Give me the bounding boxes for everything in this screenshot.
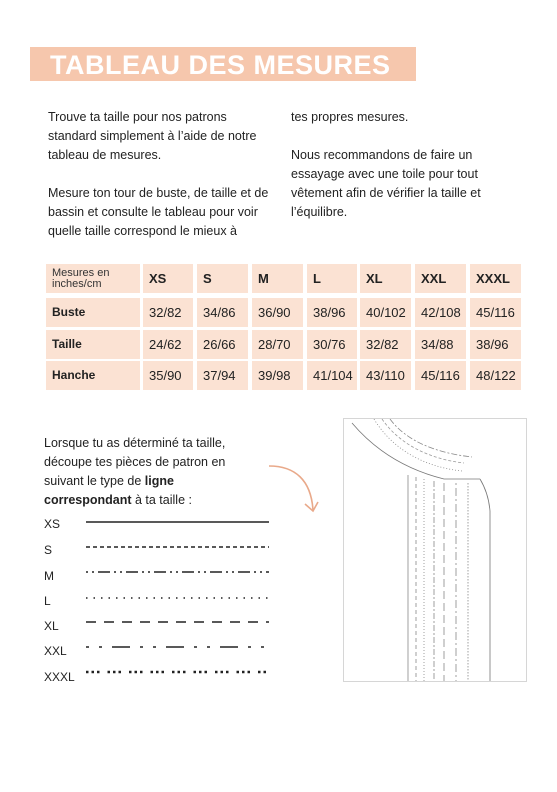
row-label	[46, 298, 140, 327]
size-header-label: XXL	[421, 271, 447, 286]
pattern-illustration	[343, 418, 527, 682]
table-cell	[252, 298, 303, 327]
line-size-label: S	[44, 543, 53, 557]
table-cell	[143, 330, 193, 359]
cell-value: 38/96	[476, 337, 509, 352]
page-title: TABLEAU DES MESURES	[50, 50, 391, 80]
intro-paragraph: Trouve ta taille pour nos patrons standard simplement à l’aide de notre tableau de mesures.	[48, 110, 257, 162]
cell-value: 45/116	[421, 368, 460, 383]
cell-value: 32/82	[149, 305, 182, 320]
table-cell	[307, 361, 357, 390]
table-cell	[415, 298, 466, 327]
size-header-label: L	[313, 271, 321, 286]
size-header	[415, 264, 466, 293]
table-cell	[470, 330, 521, 359]
cell-value: 24/62	[149, 337, 182, 352]
size-header-label: XXXL	[476, 271, 510, 286]
size-header-label: S	[203, 271, 212, 286]
cell-value: 26/66	[203, 337, 236, 352]
table-cell	[415, 330, 466, 359]
instructions-text: à ta taille :	[131, 493, 192, 507]
line-size-label: XL	[44, 619, 59, 633]
table-cell	[360, 298, 411, 327]
size-header	[307, 264, 357, 293]
table-cell	[360, 361, 411, 390]
intro-right-column	[291, 108, 521, 241]
table-cell	[143, 298, 193, 327]
table-cell	[197, 330, 248, 359]
size-header	[197, 264, 248, 293]
table-cell	[470, 361, 521, 390]
table-cell	[307, 298, 357, 327]
table-cell	[360, 330, 411, 359]
intro-paragraph: tes propres mesures.	[291, 110, 409, 124]
row-label	[46, 330, 140, 359]
line-type-instructions	[44, 434, 264, 510]
table-cell	[252, 361, 303, 390]
row-label	[46, 361, 140, 390]
table-cell	[143, 361, 193, 390]
cell-value: 37/94	[203, 368, 236, 383]
line-size-label: XXXL	[44, 670, 75, 684]
row-label-text: Taille	[52, 337, 82, 351]
cell-value: 35/90	[149, 368, 182, 383]
table-cell	[197, 298, 248, 327]
corner-label: Mesures en inches/cm	[52, 267, 110, 290]
cell-value: 36/90	[258, 305, 291, 320]
size-header-label: XL	[366, 271, 383, 286]
table-cell	[252, 330, 303, 359]
intro-paragraph: Nous recommandons de faire un essayage avec une toile pour tout vêtement afin de vérifier la taille et l’équilibre.	[291, 148, 481, 219]
line-type-legend	[80, 510, 276, 680]
cell-value: 40/102	[366, 305, 406, 320]
table-corner-cell	[46, 264, 140, 293]
intro-paragraph: Mesure ton tour de buste, de taille et de bassin et consulte le tableau pour voir quelle taille correspond le mieux à	[48, 186, 269, 238]
line-size-label: L	[44, 594, 51, 608]
cell-value: 28/70	[258, 337, 291, 352]
cell-value: 45/116	[476, 305, 515, 320]
cell-value: 43/110	[366, 368, 405, 383]
instructions-bold: ligne correspondant	[44, 474, 174, 507]
cell-value: 48/122	[476, 368, 516, 383]
cell-value: 34/88	[421, 337, 454, 352]
cell-value: 34/86	[203, 305, 236, 320]
size-header-label: XS	[149, 271, 167, 286]
line-size-label: M	[44, 569, 54, 583]
cell-value: 39/98	[258, 368, 291, 383]
cell-value: 42/108	[421, 305, 461, 320]
table-cell	[197, 361, 248, 390]
cell-value: 38/96	[313, 305, 346, 320]
table-cell	[470, 298, 521, 327]
intro-left-column	[48, 108, 278, 260]
table-cell	[307, 330, 357, 359]
pattern-piece-drawing	[344, 419, 526, 681]
line-size-label: XXL	[44, 644, 67, 658]
row-label-text: Hanche	[52, 368, 96, 382]
size-header-label: M	[258, 271, 269, 286]
arrow-icon	[265, 462, 325, 518]
size-header	[470, 264, 521, 293]
row-label-text: Buste	[52, 305, 86, 319]
cell-value: 30/76	[313, 337, 346, 352]
size-header	[360, 264, 411, 293]
cell-value: 32/82	[366, 337, 399, 352]
instructions-text: Lorsque tu as déterminé ta taille, découpe tes pièces de patron en suivant le type de	[44, 436, 226, 488]
size-header	[143, 264, 193, 293]
cell-value: 41/104	[313, 368, 353, 383]
line-size-label: XS	[44, 517, 61, 531]
table-cell	[415, 361, 466, 390]
size-header	[252, 264, 303, 293]
